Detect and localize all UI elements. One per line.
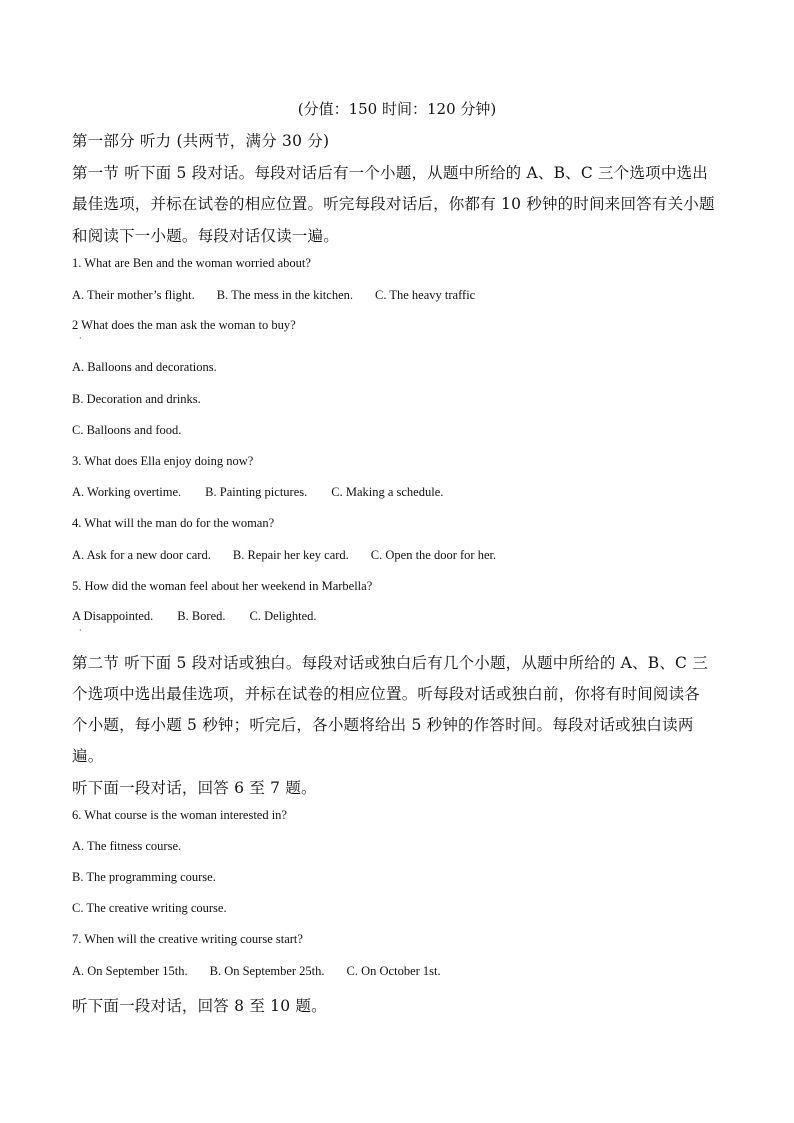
question-6: 6. What course is the woman interested in? [72, 808, 287, 822]
instruction-6-7: 听下面一段对话，回答 6 至 7 题。 [72, 779, 317, 797]
question-7: 7. When will the creative writing course start? [72, 932, 303, 946]
option-b: B. On September 25th. [209, 964, 325, 978]
option-a: A. Their mother’s flight. [72, 288, 195, 302]
question-1-options [72, 288, 475, 303]
question-4-options [72, 548, 496, 563]
question-5: 5. How did the woman feel about her weekend in Marbella? [72, 579, 373, 593]
part1-title: 第一部分 听力 (共两节，满分 30 分) [72, 132, 330, 150]
section1-instruction-line: 第一节 听下面 5 段对话。每段对话后有一个小题，从题中所给的 A、B、C 三个选项中选出 [72, 164, 708, 182]
option-c: C. The heavy traffic [375, 288, 476, 302]
section2-instruction-line: 第二节 听下面 5 段对话或独白。每段对话或独白后有几个小题，从题中所给的 A、B、C 三 [72, 654, 708, 672]
question-5-options [72, 609, 317, 624]
question-1: 1. What are Ben and the woman worried about? [72, 256, 311, 270]
option-b: B. Repair her key card. [232, 548, 349, 562]
option-b: B. Painting pictures. [205, 485, 308, 499]
question-6-option-b: B. The programming course. [72, 870, 216, 884]
option-a: A Disappointed. [72, 609, 154, 623]
question-4: 4. What will the man do for the woman? [72, 516, 275, 530]
question-7-options [72, 964, 441, 979]
section1-instruction-line: 和阅读下一小题。每段对话仅读一遍。 [72, 227, 339, 245]
option-b: B. Bored. [177, 609, 226, 623]
question-2-option-b: B. Decoration and drinks. [72, 392, 201, 406]
question-2-option-a: A. Balloons and decorations. [72, 360, 217, 374]
option-c: C. Open the door for her. [370, 548, 497, 562]
stray-dot: · [79, 334, 82, 343]
question-3-options [72, 485, 443, 500]
exam-header: (分值：150 时间：120 分钟) [297, 100, 497, 118]
question-6-option-a: A. The fitness course. [72, 839, 182, 853]
question-2-option-c: C. Balloons and food. [72, 423, 182, 437]
section2-instruction-line: 个选项中选出最佳选项，并标在试卷的相应位置。听每段对话或独白前，你将有时间阅读各 [72, 685, 701, 703]
option-b: B. The mess in the kitchen. [216, 288, 354, 302]
option-a: A. Ask for a new door card. [72, 548, 211, 562]
option-c: C. Delighted. [249, 609, 317, 623]
section2-instruction-line: 个小题，每小题 5 秒钟；听完后，各小题将给出 5 秒钟的作答时间。每段对话或独白读两 [72, 716, 694, 734]
question-2: 2 What does the man ask the woman to buy? [72, 318, 296, 332]
stray-dot: · [79, 626, 82, 635]
option-a: A. On September 15th. [72, 964, 188, 978]
option-c: C. Making a schedule. [331, 485, 444, 499]
question-6-option-c: C. The creative writing course. [72, 901, 227, 915]
question-3: 3. What does Ella enjoy doing now? [72, 454, 254, 468]
instruction-8-10: 听下面一段对话，回答 8 至 10 题。 [72, 997, 327, 1015]
option-c: C. On October 1st. [346, 964, 441, 978]
section2-instruction-line: 遍。 [72, 747, 104, 765]
option-a: A. Working overtime. [72, 485, 182, 499]
section1-instruction-line: 最佳选项，并标在试卷的相应位置。听完每段对话后，你都有 10 秒钟的时间来回答有关小题 [72, 195, 715, 213]
